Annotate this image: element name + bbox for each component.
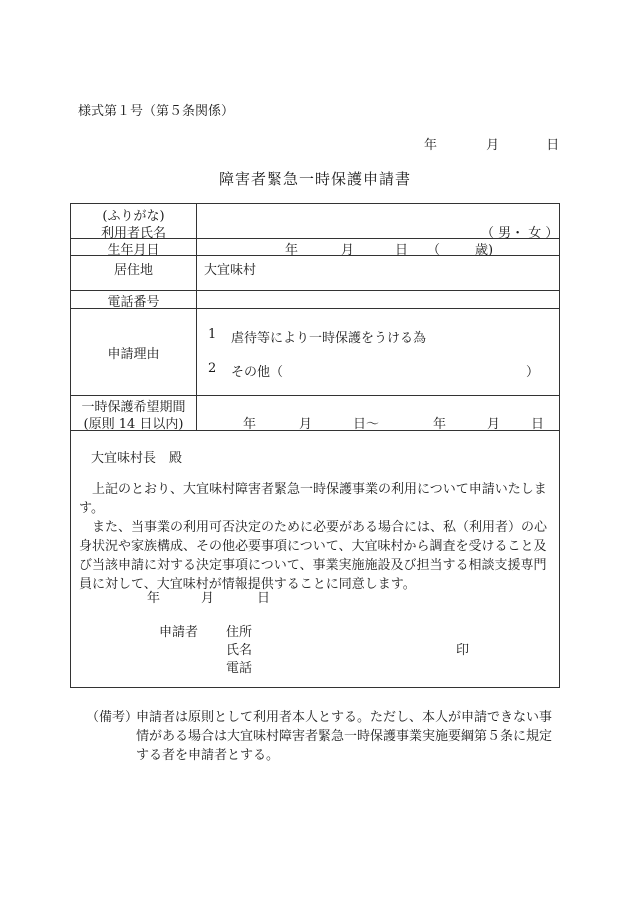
residence-value: 大宜味村 bbox=[204, 263, 257, 278]
reason-1-number: 1 bbox=[208, 327, 217, 342]
reason-2-text: その他（ bbox=[231, 365, 284, 380]
age-unit: 歳) bbox=[475, 243, 494, 258]
declaration-text bbox=[79, 480, 553, 594]
addressee: 大宜味村長 殿 bbox=[91, 451, 183, 466]
period-label: 一時保護希望期間 bbox=[81, 400, 186, 415]
period-end-year: 年 bbox=[433, 417, 447, 432]
remarks-text: 申請者は原則として利用者本人とする。ただし、本人が申請できない事情がある場合は大宜味村障害者緊急一時保護事業実施要綱第５条に規定する者を申請者とする。 bbox=[136, 710, 553, 763]
document-title: 障害者緊急一時保護申請書 bbox=[218, 170, 411, 188]
period-start-month: 月 bbox=[299, 417, 313, 432]
period-end-month: 月 bbox=[487, 417, 501, 432]
applicant-label: 申請者 bbox=[159, 625, 199, 640]
declaration-date-day: 日 bbox=[257, 591, 271, 606]
reason-2-number: 2 bbox=[208, 361, 217, 376]
period-end-day: 日 bbox=[531, 417, 545, 432]
header-date-month: 月 bbox=[486, 138, 500, 153]
user-name-label: 利用者氏名 bbox=[100, 226, 166, 241]
header-date bbox=[424, 134, 559, 153]
furigana-label: (ふりがな) bbox=[102, 209, 165, 224]
reason-1-text: 虐待等により一時保護をうける為 bbox=[231, 331, 427, 346]
remarks-label: （備考） bbox=[86, 710, 139, 725]
period-sub-label: (原則 14 日以内) bbox=[83, 417, 184, 432]
period-start-year: 年 bbox=[243, 417, 257, 432]
age-open: （ bbox=[427, 243, 441, 258]
applicant-phone-label: 電話 bbox=[226, 661, 253, 676]
birth-year: 年 bbox=[285, 243, 299, 258]
birth-month: 月 bbox=[341, 243, 355, 258]
header-date-year: 年 bbox=[424, 138, 438, 153]
reason-2-close: ） bbox=[526, 365, 540, 380]
applicant-address-label: 住所 bbox=[226, 625, 253, 640]
declaration-date-year: 年 bbox=[147, 591, 161, 606]
declaration-paragraph-1: 上記のとおり、大宜味村障害者緊急一時保護事業の利用について申請いたします。 bbox=[79, 482, 547, 516]
birth-day: 日 bbox=[395, 243, 409, 258]
phone-label: 電話番号 bbox=[107, 295, 160, 310]
seal-mark: 印 bbox=[456, 643, 470, 658]
header-date-day: 日 bbox=[546, 138, 560, 153]
applicant-name-label: 氏名 bbox=[226, 643, 253, 658]
column-divider bbox=[196, 204, 197, 430]
gender-options: （ 男・ 女 ） bbox=[481, 226, 559, 241]
declaration-paragraph-2: また、当事業の利用可否決定のために必要がある場合には、私（利用者）の心身状況や家族構成、その他必要事項について、大宜味村から調査を受けること及び当該申請に対する決定事項について、事業実施施設及び担当する相談支援専門員に対して、大宜味村が情報提供することに同意します。 bbox=[79, 520, 548, 592]
period-start-day: 日～ bbox=[353, 417, 380, 432]
declaration-date-month: 月 bbox=[201, 591, 215, 606]
form-number: 様式第１号（第５条関係） bbox=[78, 104, 235, 119]
reason-label: 申請理由 bbox=[107, 347, 160, 362]
application-form-table bbox=[70, 203, 560, 688]
residence-label: 居住地 bbox=[113, 263, 153, 278]
birth-date-label: 生年月日 bbox=[107, 243, 160, 258]
